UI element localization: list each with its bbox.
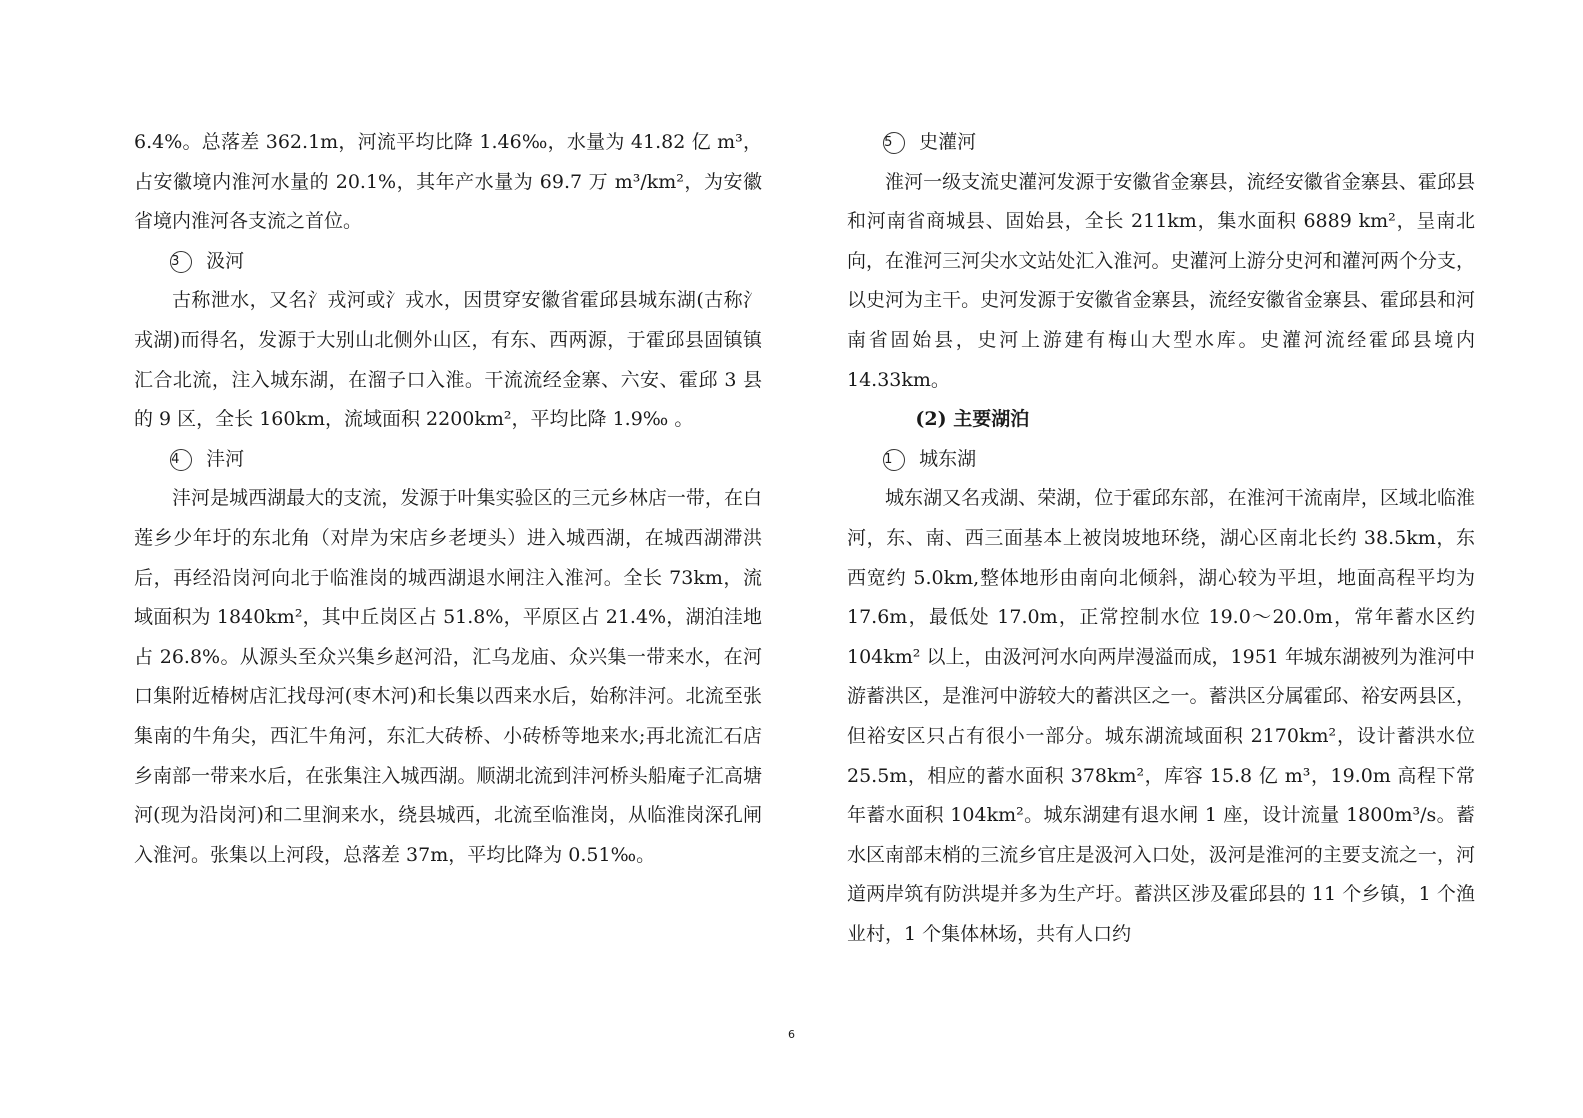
circled-number-1: 1 xyxy=(883,449,905,471)
circled-number-5: 5 xyxy=(883,132,905,154)
paragraph-fenghe: 沣河是城西湖最大的支流，发源于叶集实验区的三元乡林店一带，在白莲乡少年圩的东北角（对岸为宋店乡老埂头）进入城西湖，在城西湖滞洪后，再经沿岗河向北于临淮岗的城西湖退水闸注入淮河。全长 73km，流域面积为 1840km²，其中丘岗区占 51.8%，平原区占 21.4%，湖泊洼地占 26.8%。从源头至众兴集乡赵河沿，汇乌龙庙、众兴集一带来水，在河口集附近椿树店汇找母河(枣木河)和长集以西来水后，始称沣河。北流至张集南的牛角尖，西汇牛角河，东汇大砖桥、小砖桥等地来水;再北流汇石店乡南部一带来水后，在张集注入城西湖。顺湖北流到沣河桥头船庵子汇高塘河(现为沿岗河)和二里涧来水，绕县城西，北流至临淮岗，从临淮岗深孔闸入淮河。张集以上河段，总落差 37m，平均比降为 0.51‰。 xyxy=(134,487,762,866)
paragraph-chengdonghu: 城东湖又名戎湖、荣湖，位于霍邱东部，在淮河干流南岸，区域北临淮河，东、南、西三面基本上被岗坡地环绕，湖心区南北长约 38.5km，东西宽约 5.0km,整体地形由南向北倾斜，湖心较为平坦，地面高程平均为 17.6m，最低处 17.0m，正常控制水位 19.0～20.0m，常年蓄水区约 104km² 以上，由汲河河水向两岸漫溢而成，1951 年城东湖被列为淮河中游蓄洪区，是淮河中游较大的蓄洪区之一。蓄洪区分属霍邱、裕安两县区，但裕安区只占有很小一部分。城东湖流域面积 2170km²，设计蓄洪水位 25.5m，相应的蓄水面积 378km²，库容 15.8 亿 m³，19.0m 高程下常年蓄水面积 104km²。城东湖建有退水闸 1 座，设计流量 1800m³/s。蓄水区南部末梢的三流乡官庄是汲河入口处，汲河是淮河的主要支流之一，河道两岸筑有防洪堤并多为生产圩。蓄洪区涉及霍邱县的 11 个乡镇，1 个渔业村，1 个集体林场，共有人口约 xyxy=(847,487,1475,945)
left-column xyxy=(134,123,762,875)
section-title-shiguanhe: 史灌河 xyxy=(919,131,977,153)
section-item-3 xyxy=(134,242,762,282)
section-title-jihe: 汲河 xyxy=(206,249,245,272)
circled-number-3: 3 xyxy=(170,251,192,273)
section-title-fenghe: 沣河 xyxy=(206,447,245,470)
paragraph-jihe: 古称泄水，又名氵戎河或氵戎水，因贯穿安徽省霍邱县城东湖(古称氵戎湖)而得名，发源于大别山北侧外山区，有东、西两源，于霍邱县固镇镇汇合北流，注入城东湖，在溜子口入淮。干流流经金寨、六安、霍邱 3 县的 9 区，全长 160km，流域面积 2200km²，平均比降 1.9‰ 。 xyxy=(134,289,762,431)
section-item-1 xyxy=(847,440,1475,480)
section-title-chengdonghu: 城东湖 xyxy=(919,447,977,470)
section-item-5 xyxy=(847,123,1475,163)
section-item-4 xyxy=(134,440,762,480)
paragraph-continuation: 6.4%。总落差 362.1m，河流平均比降 1.46‰，水量为 41.82 亿 m³，占安徽境内淮河水量的 20.1%，其年产水量为 69.7 万 m³/km²，为安徽省境内淮河各支流之首位。 xyxy=(134,131,762,233)
circled-number-4: 4 xyxy=(170,449,192,471)
section-heading-lakes: (2) 主要湖泊 xyxy=(915,408,1030,431)
right-column xyxy=(847,123,1475,954)
page-number: 6 xyxy=(788,1028,795,1041)
paragraph-shiguanhe: 淮河一级支流史灌河发源于安徽省金寨县，流经安徽省金寨县、霍邱县和河南省商城县、固始县，全长 211km，集水面积 6889 km²，呈南北向，在淮河三河尖水文站处汇入淮河。史灌河上游分史河和灌河两个分支，以史河为主干。史河发源于安徽省金寨县，流经安徽省金寨县、霍邱县和河南省固始县，史河上游建有梅山大型水库。史灌河流经霍邱县境内 14.33km。 xyxy=(847,170,1475,391)
